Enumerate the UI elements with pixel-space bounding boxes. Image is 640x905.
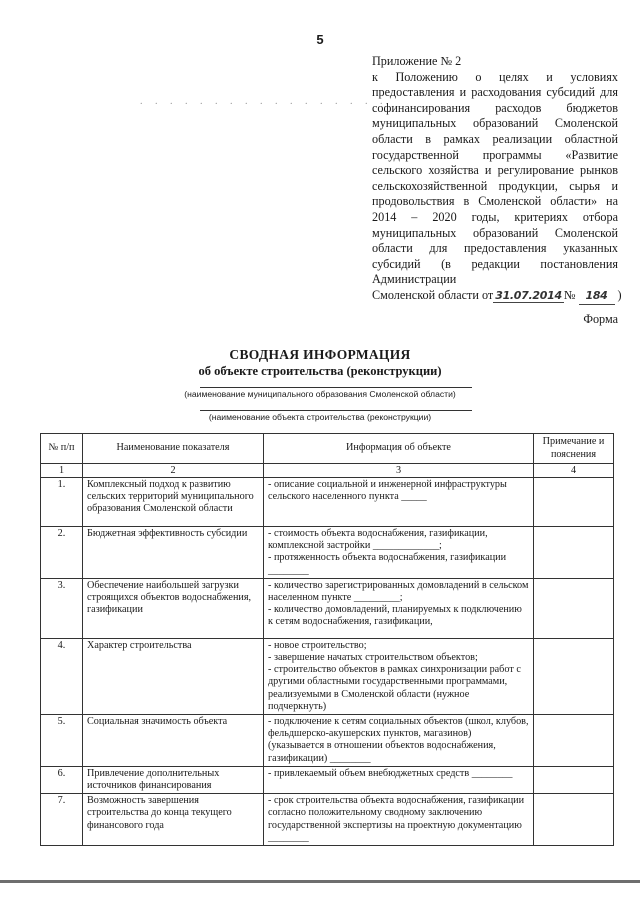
municipality-fill-line[interactable] <box>200 387 472 388</box>
row-number: 6. <box>41 766 83 793</box>
table-header-row <box>41 434 614 464</box>
page-number: 5 <box>316 32 324 47</box>
approval-line <box>372 287 622 305</box>
table-index-row <box>41 464 614 478</box>
document-title: СВОДНАЯ ИНФОРМАЦИЯ <box>229 347 411 362</box>
handwritten-date: 31.07.2014 <box>495 288 562 302</box>
table-row <box>41 715 614 767</box>
appendix-text: к Положению о целях и условиях предоставления и расходования субсидий для софинансирования расходов бюджетов муниципальных образований Смоленской области в рамках реализации областной государственной программы «Развитие сельского хозяйства и регулирование рынков сельскохозяйственной продукции, сырья и продовольствия в Смоленской области» на 2014 – 2020 годы, критериях отбора муниципальных образований Смоленской области для предоставления указанных субсидий (в редакции постановления Администрации <box>372 69 618 287</box>
row-note[interactable] <box>534 766 614 793</box>
header-num: № п/п <box>41 434 83 464</box>
appendix-title: Приложение № 2 <box>372 54 462 68</box>
row-note[interactable] <box>534 794 614 846</box>
row-info[interactable]: - привлекаемый объем внебюджетных средств ________ <box>264 766 534 793</box>
form-label: Форма <box>583 312 618 326</box>
table-row <box>41 527 614 579</box>
table-row <box>41 638 614 714</box>
table-row <box>41 766 614 793</box>
row-number: 3. <box>41 578 83 638</box>
object-caption: (наименование объекта строительства (реконструкции) <box>208 412 432 422</box>
row-indicator: Бюджетная эффективность субсидии <box>83 527 264 579</box>
row-note[interactable] <box>534 715 614 767</box>
row-number: 5. <box>41 715 83 767</box>
header-indicator: Наименование показателя <box>83 434 264 464</box>
table-row <box>41 478 614 527</box>
row-info[interactable]: - новое строительство; - завершение начатых строительством объектов; - строительство объектов в рамках синхронизации работ с другими областными государственными программами, реализуемыми в Смоленской области (нужное подчеркнуть) <box>264 638 534 714</box>
number-sign: № <box>563 287 576 302</box>
row-indicator: Обеспечение наибольшей загрузки строящихся объектов водоснабжения, газификации <box>83 578 264 638</box>
row-info[interactable]: - описание социальной и инженерной инфраструктуры сельского населенного пункта _____ <box>264 478 534 527</box>
approval-prefix: Смоленской области от <box>372 287 494 302</box>
decorative-dots: . . . . . . . . . . . . . . . . . <box>140 96 388 107</box>
object-fill-line[interactable] <box>200 410 472 411</box>
row-indicator: Комплексный подход к развитию сельских территорий муниципального образования Смоленской области <box>83 478 264 527</box>
header-info: Информация об объекте <box>264 434 534 464</box>
row-number: 1. <box>41 478 83 527</box>
handwritten-number: 184 <box>579 288 615 305</box>
document-subtitle: об объекте строительства (реконструкции) <box>198 364 442 378</box>
row-note[interactable] <box>534 478 614 527</box>
table-row <box>41 794 614 846</box>
row-number: 7. <box>41 794 83 846</box>
row-info[interactable]: - срок строительства объекта водоснабжения, газификации согласно положительному сводному заключению государственной экспертизы на проектную документацию ________ <box>264 794 534 846</box>
table-row <box>41 578 614 638</box>
index-cell: 3 <box>264 464 534 478</box>
summary-table <box>40 433 614 846</box>
row-number: 4. <box>41 638 83 714</box>
header-note: Примечание и пояснения <box>534 434 614 464</box>
closing-paren: ) <box>617 287 622 302</box>
index-cell: 1 <box>41 464 83 478</box>
municipality-caption: (наименование муниципального образования Смоленской области) <box>184 389 456 399</box>
row-indicator: Возможность завершения строительства до конца текущего финансового года <box>83 794 264 846</box>
index-cell: 4 <box>534 464 614 478</box>
scan-bottom-edge <box>0 880 640 883</box>
row-note[interactable] <box>534 638 614 714</box>
index-cell: 2 <box>83 464 264 478</box>
row-indicator: Привлечение дополнительных источников финансирования <box>83 766 264 793</box>
row-info[interactable]: - количество зарегистрированных домовладений в сельском населенном пункте _________; - количество домовладений, планируемых к подключению к сетям водоснабжения, газификации, <box>264 578 534 638</box>
row-note[interactable] <box>534 527 614 579</box>
appendix-block <box>372 54 622 305</box>
row-indicator: Характер строительства <box>83 638 264 714</box>
row-indicator: Социальная значимость объекта <box>83 715 264 767</box>
row-number: 2. <box>41 527 83 579</box>
row-note[interactable] <box>534 578 614 638</box>
row-info[interactable]: - подключение к сетям социальных объектов (школ, клубов, фельдшерско-акушерских пунктов, магазинов) (указывается в отношении объектов водоснабжения, газификации) ________ <box>264 715 534 767</box>
row-info[interactable]: - стоимость объекта водоснабжения, газификации, комплексной застройки _____________; - протяженность объекта водоснабжения, газификации ________ <box>264 527 534 579</box>
